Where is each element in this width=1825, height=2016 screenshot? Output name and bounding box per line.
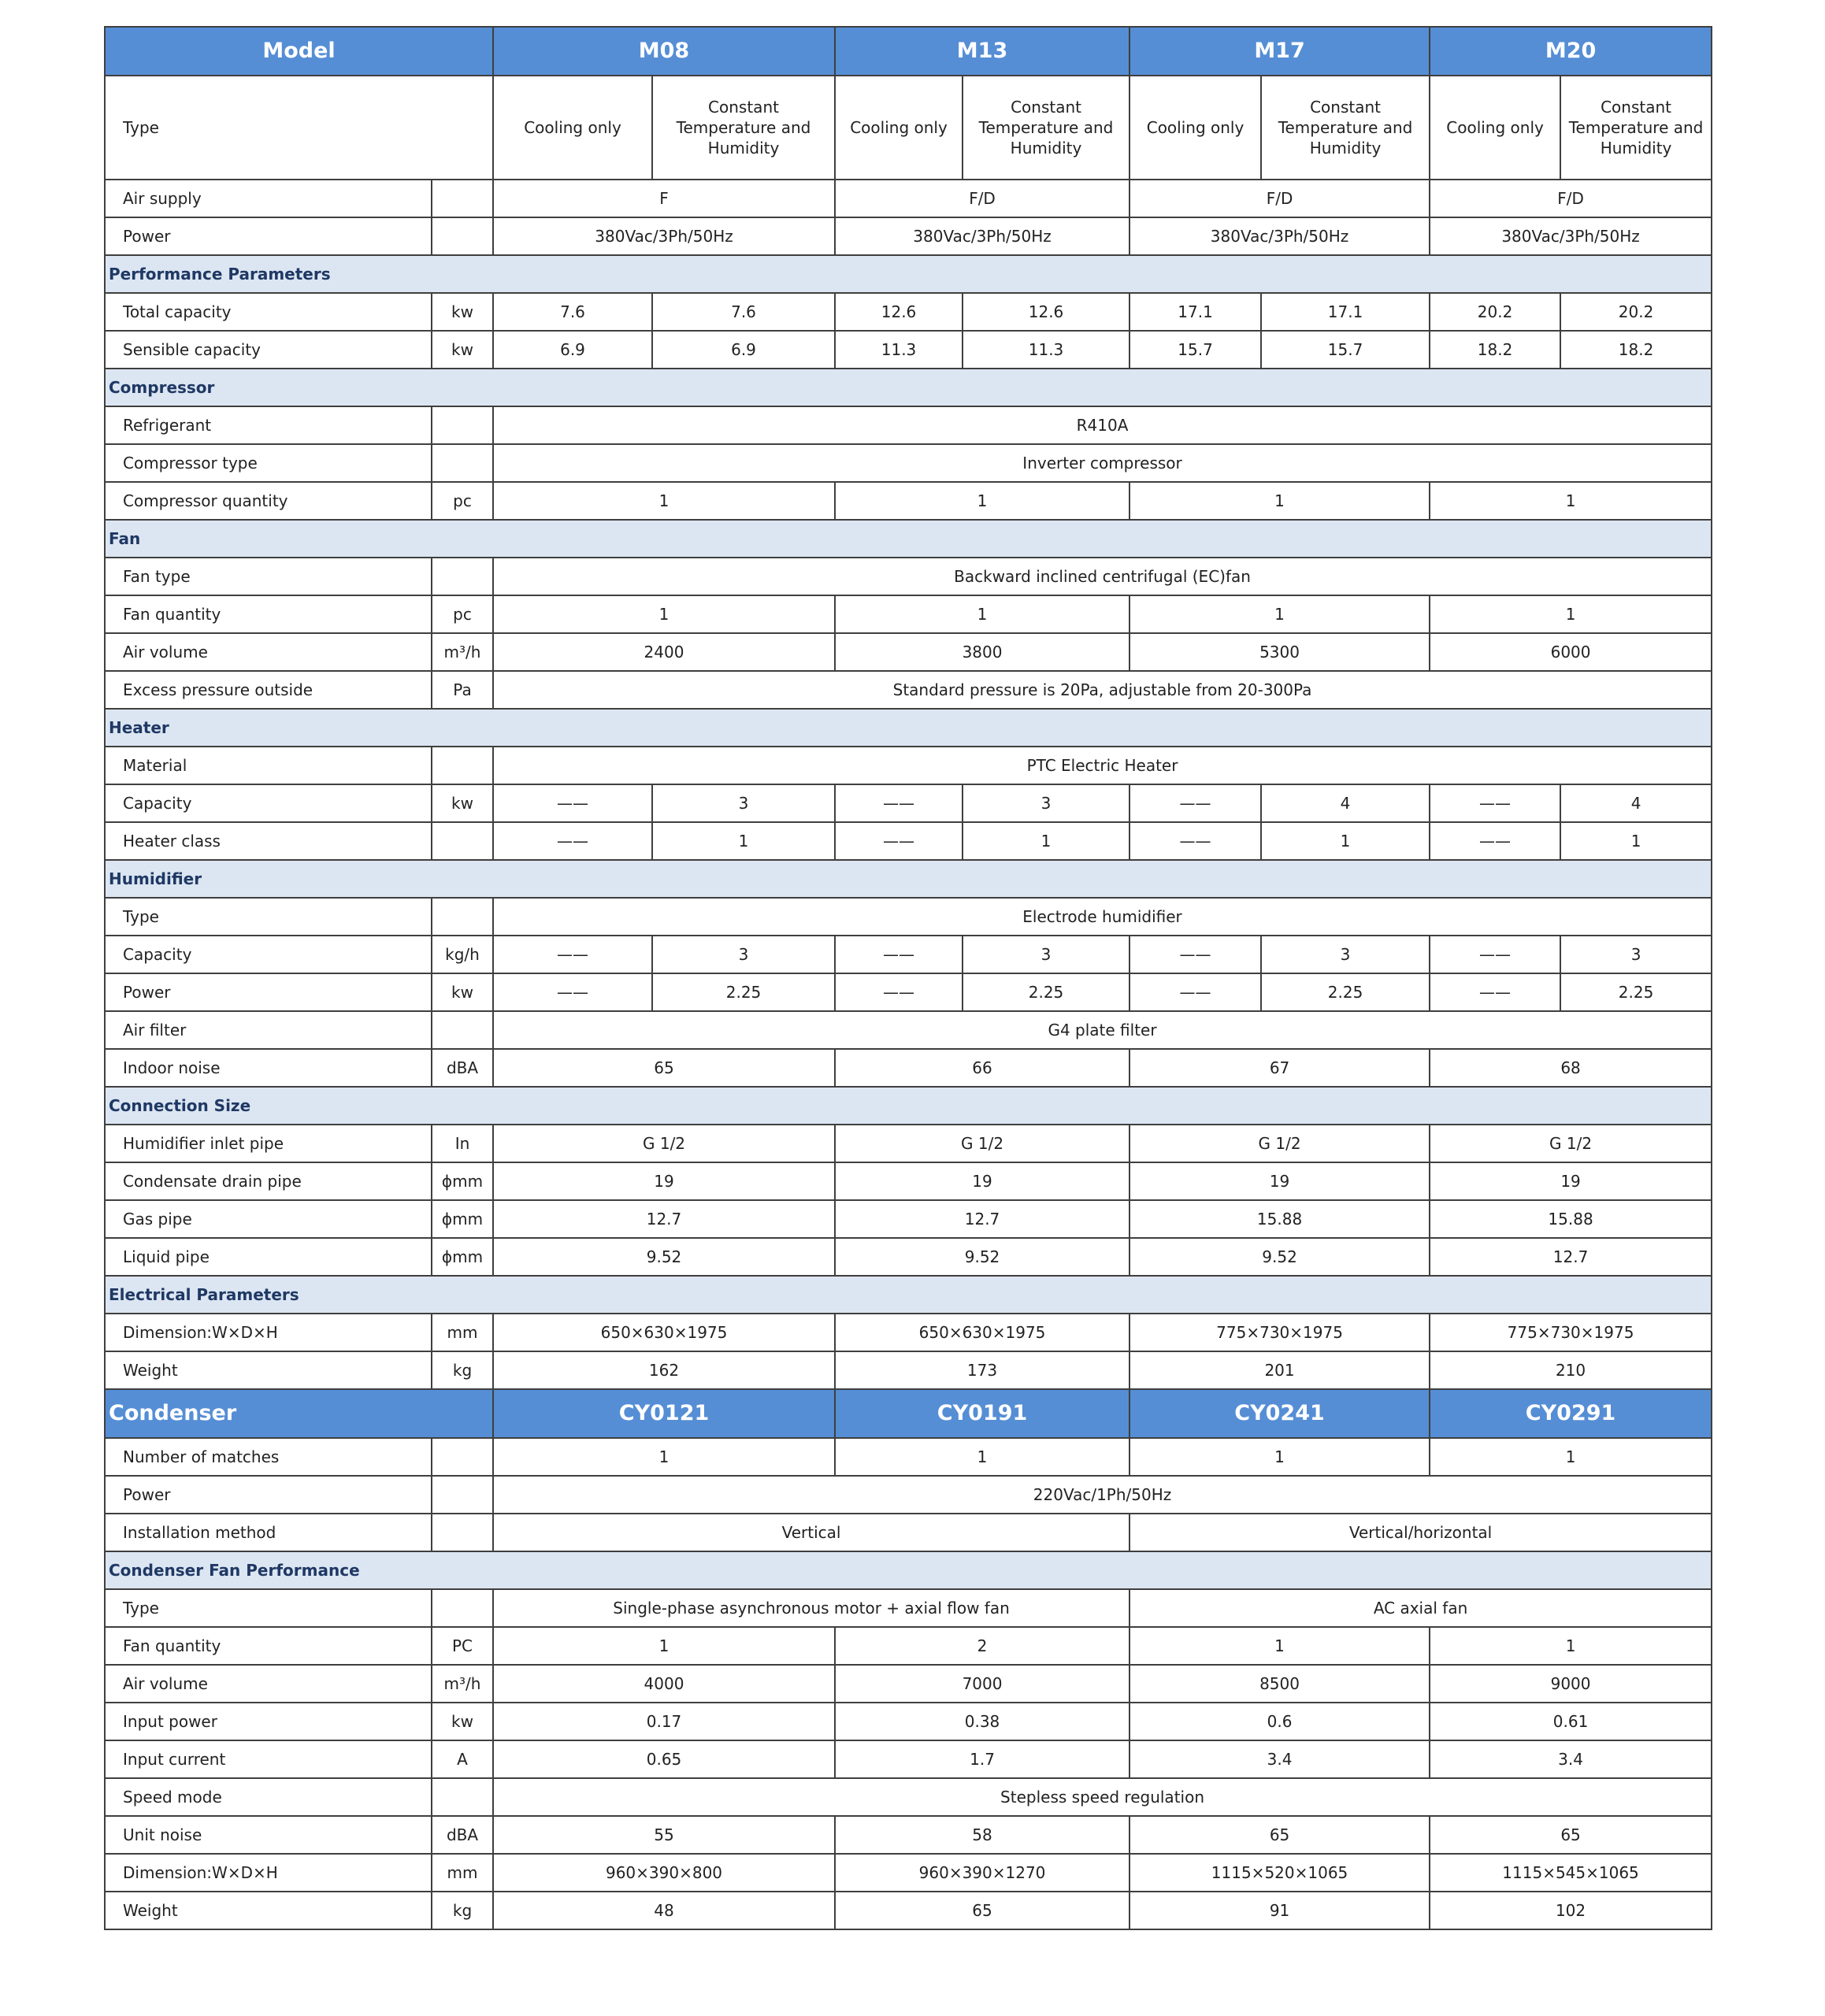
spec-value: G 1/2	[835, 1125, 1129, 1162]
spec-value: ——	[1129, 936, 1261, 973]
section-title: Fan	[105, 520, 1712, 558]
spec-value: 650×630×1975	[835, 1314, 1129, 1351]
spec-unit: kw	[432, 331, 493, 369]
spec-value: 380Vac/3Ph/50Hz	[1430, 217, 1712, 255]
spec-value: 2.25	[1560, 973, 1712, 1011]
section-header-row	[105, 520, 1712, 558]
spec-value: AC axial fan	[1129, 1589, 1712, 1627]
spec-value: 17.1	[1261, 293, 1430, 331]
spec-value: 0.6	[1129, 1703, 1430, 1740]
spec-value: 8500	[1129, 1665, 1430, 1703]
spec-value: 3800	[835, 633, 1129, 671]
type-cell: Constant Temperature and Humidity	[963, 76, 1129, 180]
spec-unit: Pa	[432, 671, 493, 709]
spec-row	[105, 973, 1712, 1011]
spec-value: Electrode humidifier	[493, 898, 1712, 936]
spec-label: Excess pressure outside	[105, 671, 432, 709]
spec-row	[105, 1238, 1712, 1276]
spec-unit: ϕmm	[432, 1200, 493, 1238]
spec-unit: PC	[432, 1627, 493, 1665]
spec-value: ——	[835, 822, 963, 860]
spec-value: 380Vac/3Ph/50Hz	[493, 217, 835, 255]
model-header-label: Model	[105, 27, 493, 76]
spec-value: 5300	[1129, 633, 1430, 671]
section-header-row	[105, 1551, 1712, 1589]
spec-unit	[432, 1589, 493, 1627]
spec-row	[105, 1438, 1712, 1476]
spec-value: 162	[493, 1351, 835, 1389]
spec-value: 6.9	[652, 331, 835, 369]
spec-label: Weight	[105, 1351, 432, 1389]
spec-unit	[432, 747, 493, 784]
spec-value: 15.88	[1129, 1200, 1430, 1238]
spec-value: 1	[835, 482, 1129, 520]
spec-value: 1	[835, 1438, 1129, 1476]
spec-value: 3	[963, 936, 1129, 973]
spec-value: 1	[493, 1627, 835, 1665]
spec-value: 220Vac/1Ph/50Hz	[493, 1476, 1712, 1514]
spec-label: Number of matches	[105, 1438, 432, 1476]
spec-value: F/D	[1430, 180, 1712, 217]
spec-value: 11.3	[835, 331, 963, 369]
spec-label: Fan quantity	[105, 595, 432, 633]
type-cell: Constant Temperature and Humidity	[652, 76, 835, 180]
section-header-row	[105, 709, 1712, 747]
spec-value: 3	[1261, 936, 1430, 973]
spec-label: Fan quantity	[105, 1627, 432, 1665]
spec-unit	[432, 217, 493, 255]
spec-value: 18.2	[1430, 331, 1560, 369]
section-header-row	[105, 369, 1712, 406]
spec-value: 11.3	[963, 331, 1129, 369]
spec-row	[105, 1778, 1712, 1816]
type-cell: Cooling only	[493, 76, 652, 180]
spec-unit	[432, 406, 493, 444]
spec-label: Input current	[105, 1740, 432, 1778]
section-title: Humidifier	[105, 860, 1712, 898]
spec-value: 1	[493, 1438, 835, 1476]
spec-label: Air volume	[105, 633, 432, 671]
spec-value: ——	[1129, 973, 1261, 1011]
spec-value: ——	[835, 784, 963, 822]
spec-value: F	[493, 180, 835, 217]
spec-value: 0.38	[835, 1703, 1129, 1740]
spec-row	[105, 1740, 1712, 1778]
spec-value: 1	[1129, 1627, 1430, 1665]
spec-value: Stepless speed regulation	[493, 1778, 1712, 1816]
spec-value: 12.7	[1430, 1238, 1712, 1276]
spec-value: ——	[1430, 936, 1560, 973]
section-header-row	[105, 255, 1712, 293]
spec-value: ——	[1129, 784, 1261, 822]
spec-value: 65	[1129, 1816, 1430, 1854]
spec-label: Liquid pipe	[105, 1238, 432, 1276]
spec-value: 67	[1129, 1049, 1430, 1087]
spec-row	[105, 1703, 1712, 1740]
spec-row	[105, 558, 1712, 595]
spec-value: 9.52	[1129, 1238, 1430, 1276]
spec-unit: kw	[432, 973, 493, 1011]
spec-label: Type	[105, 898, 432, 936]
spec-unit: pc	[432, 595, 493, 633]
spec-value: ——	[493, 822, 652, 860]
spec-unit: kw	[432, 1703, 493, 1740]
spec-unit	[432, 1438, 493, 1476]
spec-value: 12.6	[963, 293, 1129, 331]
spec-value: 201	[1129, 1351, 1430, 1389]
model-name: M20	[1430, 27, 1712, 76]
spec-value: 3	[963, 784, 1129, 822]
model-name: M17	[1129, 27, 1430, 76]
type-cell: Cooling only	[1129, 76, 1261, 180]
spec-unit: kg	[432, 1351, 493, 1389]
section-header-row	[105, 1087, 1712, 1125]
spec-value: 1	[835, 595, 1129, 633]
spec-value: 2.25	[963, 973, 1129, 1011]
spec-unit: kw	[432, 293, 493, 331]
section-title: Condenser Fan Performance	[105, 1551, 1712, 1589]
spec-value: 7.6	[652, 293, 835, 331]
spec-value: 68	[1430, 1049, 1712, 1087]
spec-value: 3.4	[1129, 1740, 1430, 1778]
spec-value: 66	[835, 1049, 1129, 1087]
spec-value: 19	[493, 1162, 835, 1200]
spec-row	[105, 671, 1712, 709]
type-cell: Constant Temperature and Humidity	[1261, 76, 1430, 180]
spec-label: Indoor noise	[105, 1049, 432, 1087]
spec-value: 0.17	[493, 1703, 835, 1740]
spec-value: 775×730×1975	[1129, 1314, 1430, 1351]
spec-row	[105, 482, 1712, 520]
spec-value: 19	[835, 1162, 1129, 1200]
spec-value: 15.7	[1261, 331, 1430, 369]
spec-value: 7.6	[493, 293, 652, 331]
spec-value: 1.7	[835, 1740, 1129, 1778]
spec-label: Capacity	[105, 936, 432, 973]
spec-value: 2	[835, 1627, 1129, 1665]
spec-value: 1	[493, 595, 835, 633]
spec-row	[105, 1589, 1712, 1627]
spec-value: ——	[1430, 973, 1560, 1011]
spec-value: 9000	[1430, 1665, 1712, 1703]
condenser-model-name: CY0121	[493, 1389, 835, 1438]
spec-value: 775×730×1975	[1430, 1314, 1712, 1351]
spec-label: Gas pipe	[105, 1200, 432, 1238]
spec-row	[105, 444, 1712, 482]
spec-value: 380Vac/3Ph/50Hz	[835, 217, 1129, 255]
spec-value: 20.2	[1560, 293, 1712, 331]
spec-value: 102	[1430, 1892, 1712, 1929]
spec-value: 65	[1430, 1816, 1712, 1854]
spec-value: 0.65	[493, 1740, 835, 1778]
spec-value: 1	[1430, 1438, 1712, 1476]
spec-unit: ϕmm	[432, 1238, 493, 1276]
spec-value: Vertical/horizontal	[1129, 1514, 1712, 1551]
spec-unit: kg/h	[432, 936, 493, 973]
spec-value: 4	[1261, 784, 1430, 822]
spec-row	[105, 1049, 1712, 1087]
spec-label: Refrigerant	[105, 406, 432, 444]
spec-value: 58	[835, 1816, 1129, 1854]
spec-value: 19	[1430, 1162, 1712, 1200]
spec-unit: kg	[432, 1892, 493, 1929]
spec-value: ——	[493, 936, 652, 973]
model-name: M13	[835, 27, 1129, 76]
spec-value: 1	[1430, 1627, 1712, 1665]
spec-unit: dBA	[432, 1049, 493, 1087]
spec-unit	[432, 1011, 493, 1049]
section-title: Performance Parameters	[105, 255, 1712, 293]
spec-value: 1115×520×1065	[1129, 1854, 1430, 1892]
spec-unit: In	[432, 1125, 493, 1162]
spec-value: 3	[652, 936, 835, 973]
spec-value: 1	[1430, 482, 1712, 520]
type-cell: Constant Temperature and Humidity	[1560, 76, 1712, 180]
spec-value: 1	[1129, 482, 1430, 520]
section-title: Connection Size	[105, 1087, 1712, 1125]
spec-row	[105, 1476, 1712, 1514]
spec-row	[105, 1665, 1712, 1703]
spec-row	[105, 217, 1712, 255]
spec-value: 55	[493, 1816, 835, 1854]
spec-value: 20.2	[1430, 293, 1560, 331]
spec-value: 173	[835, 1351, 1129, 1389]
spec-table	[104, 26, 1712, 1930]
section-title: Electrical Parameters	[105, 1276, 1712, 1314]
spec-value: Backward inclined centrifugal (EC)fan	[493, 558, 1712, 595]
spec-label: Sensible capacity	[105, 331, 432, 369]
condenser-model-name: CY0191	[835, 1389, 1129, 1438]
spec-label: Dimension:W×D×H	[105, 1854, 432, 1892]
spec-row	[105, 180, 1712, 217]
spec-value: 18.2	[1560, 331, 1712, 369]
spec-value: ——	[1430, 784, 1560, 822]
section-header-row	[105, 1276, 1712, 1314]
spec-row	[105, 1200, 1712, 1238]
spec-row	[105, 747, 1712, 784]
spec-value: 650×630×1975	[493, 1314, 835, 1351]
spec-value: 1	[493, 482, 835, 520]
spec-label: Compressor quantity	[105, 482, 432, 520]
spec-value: 2.25	[1261, 973, 1430, 1011]
spec-value: 1	[1430, 595, 1712, 633]
spec-label: Air volume	[105, 1665, 432, 1703]
spec-row	[105, 1854, 1712, 1892]
spec-unit	[432, 444, 493, 482]
spec-label: Dimension:W×D×H	[105, 1314, 432, 1351]
spec-value: 4000	[493, 1665, 835, 1703]
spec-row	[105, 1162, 1712, 1200]
spec-value: G4 plate filter	[493, 1011, 1712, 1049]
spec-label: Fan type	[105, 558, 432, 595]
spec-value: F/D	[1129, 180, 1430, 217]
spec-value: 1	[1129, 1438, 1430, 1476]
spec-value: 7000	[835, 1665, 1129, 1703]
spec-label: Air supply	[105, 180, 432, 217]
condenser-header-row	[105, 1389, 1712, 1438]
spec-unit	[432, 180, 493, 217]
spec-value: ——	[1430, 822, 1560, 860]
spec-value: ——	[1129, 822, 1261, 860]
spec-unit: A	[432, 1740, 493, 1778]
spec-value: F/D	[835, 180, 1129, 217]
spec-value: 9.52	[493, 1238, 835, 1276]
spec-value: 6000	[1430, 633, 1712, 671]
spec-value: 12.7	[493, 1200, 835, 1238]
condenser-model-name: CY0241	[1129, 1389, 1430, 1438]
spec-unit: dBA	[432, 1816, 493, 1854]
spec-label: Unit noise	[105, 1816, 432, 1854]
spec-label: Power	[105, 217, 432, 255]
spec-value: 91	[1129, 1892, 1430, 1929]
spec-value: 1	[1560, 822, 1712, 860]
spec-value: 17.1	[1129, 293, 1261, 331]
spec-label: Condensate drain pipe	[105, 1162, 432, 1200]
spec-label: Type	[105, 1589, 432, 1627]
spec-value: 65	[493, 1049, 835, 1087]
spec-row	[105, 784, 1712, 822]
spec-label: Speed mode	[105, 1778, 432, 1816]
spec-row	[105, 1351, 1712, 1389]
spec-row	[105, 1514, 1712, 1551]
spec-value: 210	[1430, 1351, 1712, 1389]
spec-unit	[432, 898, 493, 936]
condenser-model-name: CY0291	[1430, 1389, 1712, 1438]
spec-row	[105, 633, 1712, 671]
spec-value: 6.9	[493, 331, 652, 369]
spec-unit: pc	[432, 482, 493, 520]
spec-label: Power	[105, 1476, 432, 1514]
spec-value: 960×390×1270	[835, 1854, 1129, 1892]
spec-row	[105, 1125, 1712, 1162]
spec-label: Capacity	[105, 784, 432, 822]
spec-row	[105, 1627, 1712, 1665]
spec-label: Input power	[105, 1703, 432, 1740]
section-title: Compressor	[105, 369, 1712, 406]
spec-unit: mm	[432, 1314, 493, 1351]
spec-unit: m³/h	[432, 1665, 493, 1703]
spec-unit	[432, 822, 493, 860]
spec-row	[105, 293, 1712, 331]
spec-row	[105, 1011, 1712, 1049]
spec-value: G 1/2	[493, 1125, 835, 1162]
spec-label: Compressor type	[105, 444, 432, 482]
spec-value: 15.7	[1129, 331, 1261, 369]
type-cell: Cooling only	[835, 76, 963, 180]
spec-value: 2.25	[652, 973, 835, 1011]
spec-value: 3	[1560, 936, 1712, 973]
spec-value: 4	[1560, 784, 1712, 822]
spec-value: 960×390×800	[493, 1854, 835, 1892]
section-title: Heater	[105, 709, 1712, 747]
spec-value: 1	[1261, 822, 1430, 860]
spec-row	[105, 822, 1712, 860]
spec-label: Material	[105, 747, 432, 784]
spec-row	[105, 936, 1712, 973]
spec-unit	[432, 1778, 493, 1816]
spec-value: Single-phase asynchronous motor + axial flow fan	[493, 1589, 1129, 1627]
spec-value: 9.52	[835, 1238, 1129, 1276]
spec-label: Total capacity	[105, 293, 432, 331]
spec-value: 1	[652, 822, 835, 860]
spec-unit	[432, 1476, 493, 1514]
spec-value: 1	[963, 822, 1129, 860]
spec-row	[105, 406, 1712, 444]
spec-value: 19	[1129, 1162, 1430, 1200]
spec-value: 12.6	[835, 293, 963, 331]
condenser-header-label: Condenser	[105, 1389, 493, 1438]
spec-row	[105, 1892, 1712, 1929]
spec-row	[105, 898, 1712, 936]
spec-value: 1	[1129, 595, 1430, 633]
spec-value: Inverter compressor	[493, 444, 1712, 482]
spec-label: Humidifier inlet pipe	[105, 1125, 432, 1162]
spec-value: PTC Electric Heater	[493, 747, 1712, 784]
spec-value: G 1/2	[1430, 1125, 1712, 1162]
spec-value: 12.7	[835, 1200, 1129, 1238]
spec-unit	[432, 1514, 493, 1551]
model-name: M08	[493, 27, 835, 76]
spec-row	[105, 595, 1712, 633]
model-header-row	[105, 27, 1712, 76]
spec-value: ——	[835, 973, 963, 1011]
spec-label: Weight	[105, 1892, 432, 1929]
spec-value: ——	[835, 936, 963, 973]
spec-value: Vertical	[493, 1514, 1129, 1551]
spec-value: ——	[493, 784, 652, 822]
spec-value: 15.88	[1430, 1200, 1712, 1238]
spec-label: Power	[105, 973, 432, 1011]
spec-value: 1115×545×1065	[1430, 1854, 1712, 1892]
spec-label: Heater class	[105, 822, 432, 860]
spec-row	[105, 1816, 1712, 1854]
spec-value: Standard pressure is 20Pa, adjustable from 20-300Pa	[493, 671, 1712, 709]
spec-row	[105, 331, 1712, 369]
spec-unit: kw	[432, 784, 493, 822]
spec-value: 65	[835, 1892, 1129, 1929]
spec-value: ——	[493, 973, 652, 1011]
spec-label: Air filter	[105, 1011, 432, 1049]
spec-value: G 1/2	[1129, 1125, 1430, 1162]
spec-value: 48	[493, 1892, 835, 1929]
section-header-row	[105, 860, 1712, 898]
spec-unit	[432, 558, 493, 595]
spec-value: 0.61	[1430, 1703, 1712, 1740]
type-cell: Cooling only	[1430, 76, 1560, 180]
spec-value: 3.4	[1430, 1740, 1712, 1778]
spec-label: Installation method	[105, 1514, 432, 1551]
spec-value: 2400	[493, 633, 835, 671]
spec-value: R410A	[493, 406, 1712, 444]
type-row	[105, 76, 1712, 180]
spec-unit: ϕmm	[432, 1162, 493, 1200]
spec-unit: m³/h	[432, 633, 493, 671]
spec-row	[105, 1314, 1712, 1351]
spec-value: 3	[652, 784, 835, 822]
spec-table-body	[105, 27, 1712, 1929]
spec-unit: mm	[432, 1854, 493, 1892]
type-row-label: Type	[105, 76, 493, 180]
spec-value: 380Vac/3Ph/50Hz	[1129, 217, 1430, 255]
